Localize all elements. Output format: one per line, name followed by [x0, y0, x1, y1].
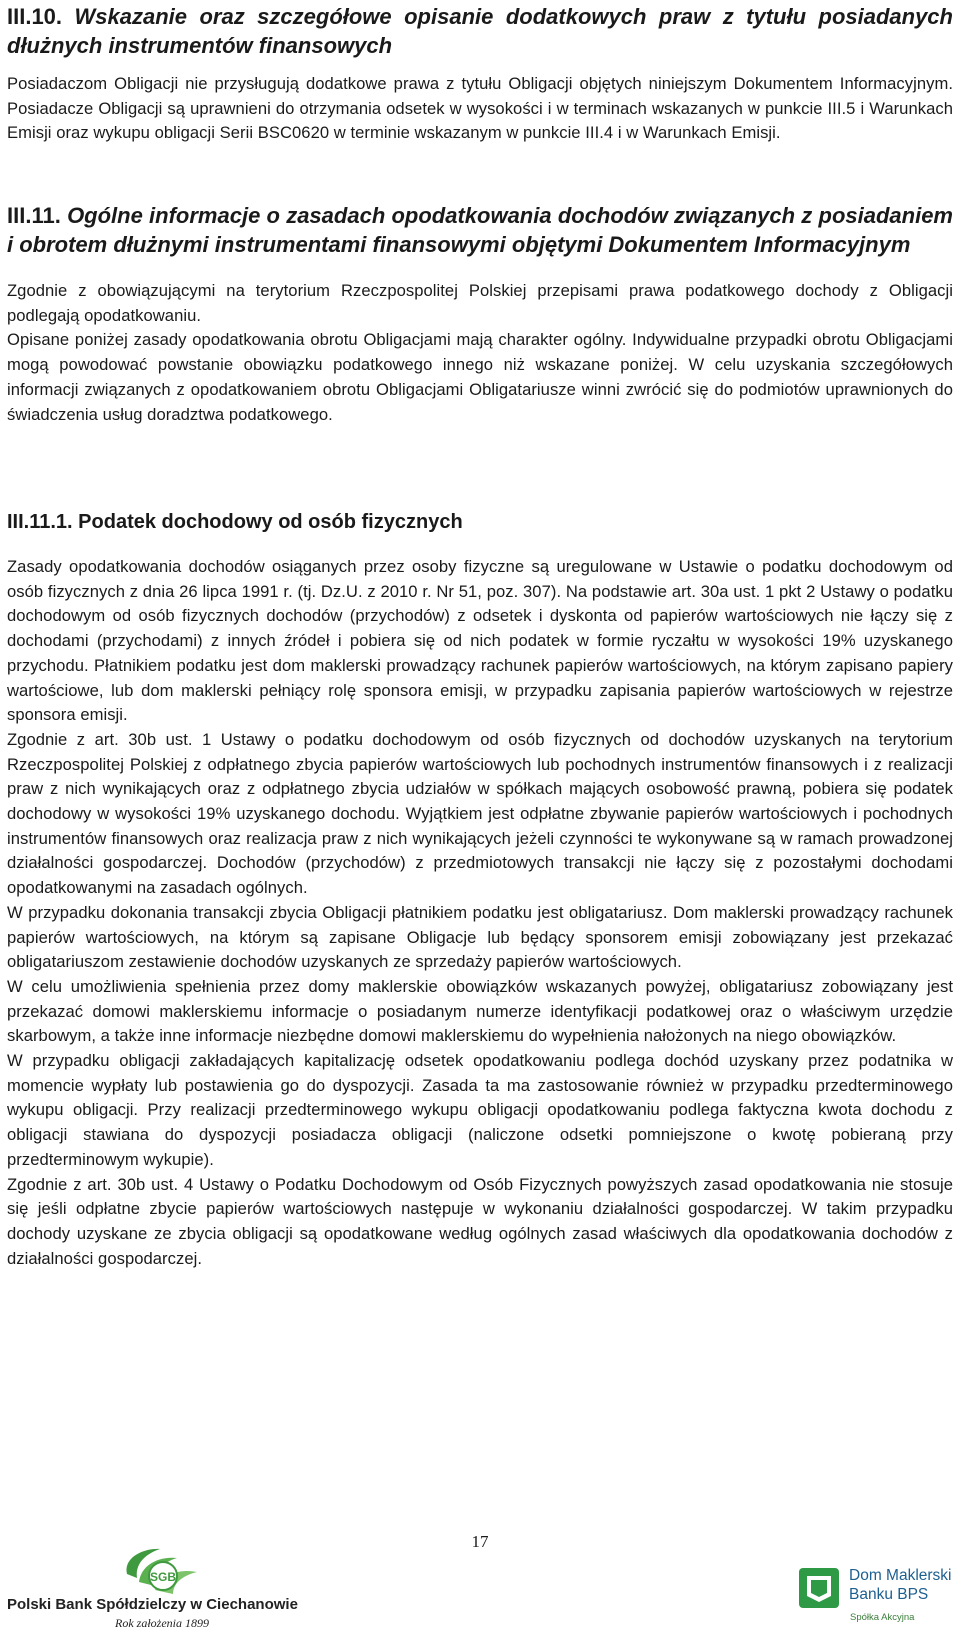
founded-year: Rok założenia 1899	[115, 1616, 209, 1630]
paragraph: Zgodnie z art. 30b ust. 4 Ustawy o Podatku Dochodowym od Osób Fizycznych powyższych zasad opodatkowania nie stosuje się jeśli odpłatne zbycie papierów wartościowych następuje w wykonaniu działalności gospodarczej. W takim przypadku dochody uzyskane ze zbycia obligacji są opodatkowane według ogólnych zasad właściwych dla opodatkowania dochodów z działalności gospodarczej.	[7, 1174, 953, 1268]
dm-bps-footer-logo	[797, 1566, 959, 1628]
sgb-logo-icon	[115, 1546, 205, 1598]
sgb-logo-text: SGB	[149, 1570, 177, 1584]
section-number: III.10.	[7, 4, 63, 29]
section-title: Wskazanie oraz szczegółowe opisanie dodatkowych praw z tytułu posiadanych dłużnych instrumentów finansowych	[7, 4, 953, 58]
dm-bps-name-line2: Banku BPS	[849, 1586, 929, 1603]
dm-bps-logo-icon	[797, 1566, 841, 1610]
paragraph: Zasady opodatkowania dochodów osiąganych przez osoby fizyczne są uregulowane w Ustawie o podatku dochodowym od osób fizycznych z dnia 26 lipca 1991 r. (tj. Dz.U. z 2010 r. Nr 51, poz. 307). Na podstawie art. 30a ust. 1 pkt 2 Ustawy o podatku dochodowym od osób fizycznych dochodów (przychodów) z odsetek i dyskonta od papierów wartościowych nie łączy się z dochodami (przychodami) z innych źródeł i pobiera się od nich podatek w formie ryczałtu w wysokości 19% uzyskanego przychodu. Płatnikiem podatku jest dom maklerski prowadzący rachunek papierów wartościowych, na którym zapisano papiery wartościowe, lub dom maklerski pełniący rolę sponsora emisji, w przypadku zapisania papierów wartościowych w rejestrze sponsora emisji.	[7, 557, 953, 725]
section-heading	[7, 201, 953, 259]
paragraph: Zgodnie z obowiązującymi na terytorium Rzeczpospolitej Polskiej przepisami prawa podatkowego dochody z Obligacji podlegają opodatkowaniu.	[7, 281, 953, 325]
subsection-heading	[7, 508, 953, 536]
dm-bps-name-line1: Dom Maklerski	[849, 1567, 952, 1584]
paragraph: Posiadaczom Obligacji nie przysługują dodatkowe prawa z tytułu Obligacji objętych niniejszym Dokumentem Informacyjnym. Posiadacze Obligacji są uprawnieni do otrzymania odsetek w wysokości i w terminach wskazanych w punkcie III.5 i Warunkach Emisji oraz wykupu obligacji Serii BSC0620 w terminie wskazanym w punkcie III.4 i w Warunkach Emisji.	[7, 74, 953, 143]
section-income-tax	[7, 508, 953, 1271]
dm-bps-subtitle: Spółka Akcyjna	[850, 1612, 915, 1623]
subsection-title: Podatek dochodowy od osób fizycznych	[78, 511, 463, 533]
dm-bps-name	[849, 1566, 951, 1604]
section-title: Ogólne informacje o zasadach opodatkowania dochodów związanych z posiadaniem i obrotem dłużnymi instrumentami finansowymi objętymi Dokumentem Informacyjnym	[7, 203, 953, 257]
section-taxation	[7, 201, 953, 427]
bank-name: Polski Bank Spółdzielczy w Ciechanowie	[7, 1596, 298, 1613]
paragraph: W celu umożliwienia spełnienia przez domy maklerskie obowiązków wskazanych powyżej, obligatariusz zobowiązany jest przekazać domowi maklerskiemu informacje o posiadanym numerze identyfikacji podatkowej oraz o właściwym urzędzie skarbowym, a także inne informacje niezbędne domowi maklerskiemu do wypełnienia nałożonych na niego obowiązków.	[7, 976, 953, 1046]
section-heading	[7, 2, 953, 60]
paragraph: W przypadku dokonania transakcji zbycia Obligacji płatnikiem podatku jest obligatariusz. Dom maklerski prowadzący rachunek papierów wartościowych, na którym są zapisane Obligacje lub będący sponsorem emisji zobowiązany jest przekazać obligatariuszom zestawienie dochodów uzyskanych ze sprzedaży papierów wartościowych.	[7, 902, 953, 972]
section-rights	[7, 2, 953, 146]
subsection-number: III.11.1.	[7, 511, 73, 533]
paragraph: W przypadku obligacji zakładających kapitalizację odsetek opodatkowaniu podlega dochód uzyskany przez podatnika w momencie wypłaty lub postawienia go do dyspozycji. Zasada ta ma zastosowanie również w przypadku przedterminowego wykupu obligacji. Przy realizacji przedterminowego wykupu obligacji opodatkowaniu podlega faktyczna kwota dochodu z obligacji stawiana do dyspozycji posiadacza obligacji (naliczone odsetki pomniejszone o kwotę pobieraną przy przedterminowym wykupie).	[7, 1051, 953, 1169]
paragraph: Zgodnie z art. 30b ust. 1 Ustawy o podatku dochodowym od osób fizycznych od dochodów uzyskanych na terytorium Rzeczpospolitej Polskiej z odpłatnego zbycia papierów wartościowych lub pochodnych instrumentów finansowych i z realizacji praw z nich wynikających oraz z odpłatnego zbycia udziałów w spółkach mających osobowość prawną, pobiera się podatek dochodowy w wysokości 19% uzyskanego dochodu. Wyjątkiem jest odpłatne zbywanie papierów wartościowych i pochodnych instrumentów finansowych oraz realizacja praw z nich wynikających jeżeli czynności te wykonywane są w ramach prowadzonej działalności gospodarczej. Dochodów (przychodów) z przedmiotowych transakcji nie łączy się z pozostałymi dochodami opodatkowanymi na zasadach ogólnych.	[7, 729, 953, 898]
sgb-footer-logo	[7, 1546, 347, 1628]
paragraph: Opisane poniżej zasady opodatkowania obrotu Obligacjami mają charakter ogólny. Indywidualne przypadki obrotu Obligacjami mogą powodować powstanie obowiązku podatkowego innego niż wskazane poniżej. W celu uzyskania szczegółowych informacji związanych z opodatkowaniem obrotu Obligacjami Obligatariusze winni zwrócić się do podmiotów uprawnionych do świadczenia usług doradztwa podatkowego.	[7, 330, 953, 424]
page-number: 17	[471, 1532, 489, 1551]
section-number: III.11.	[7, 203, 61, 228]
